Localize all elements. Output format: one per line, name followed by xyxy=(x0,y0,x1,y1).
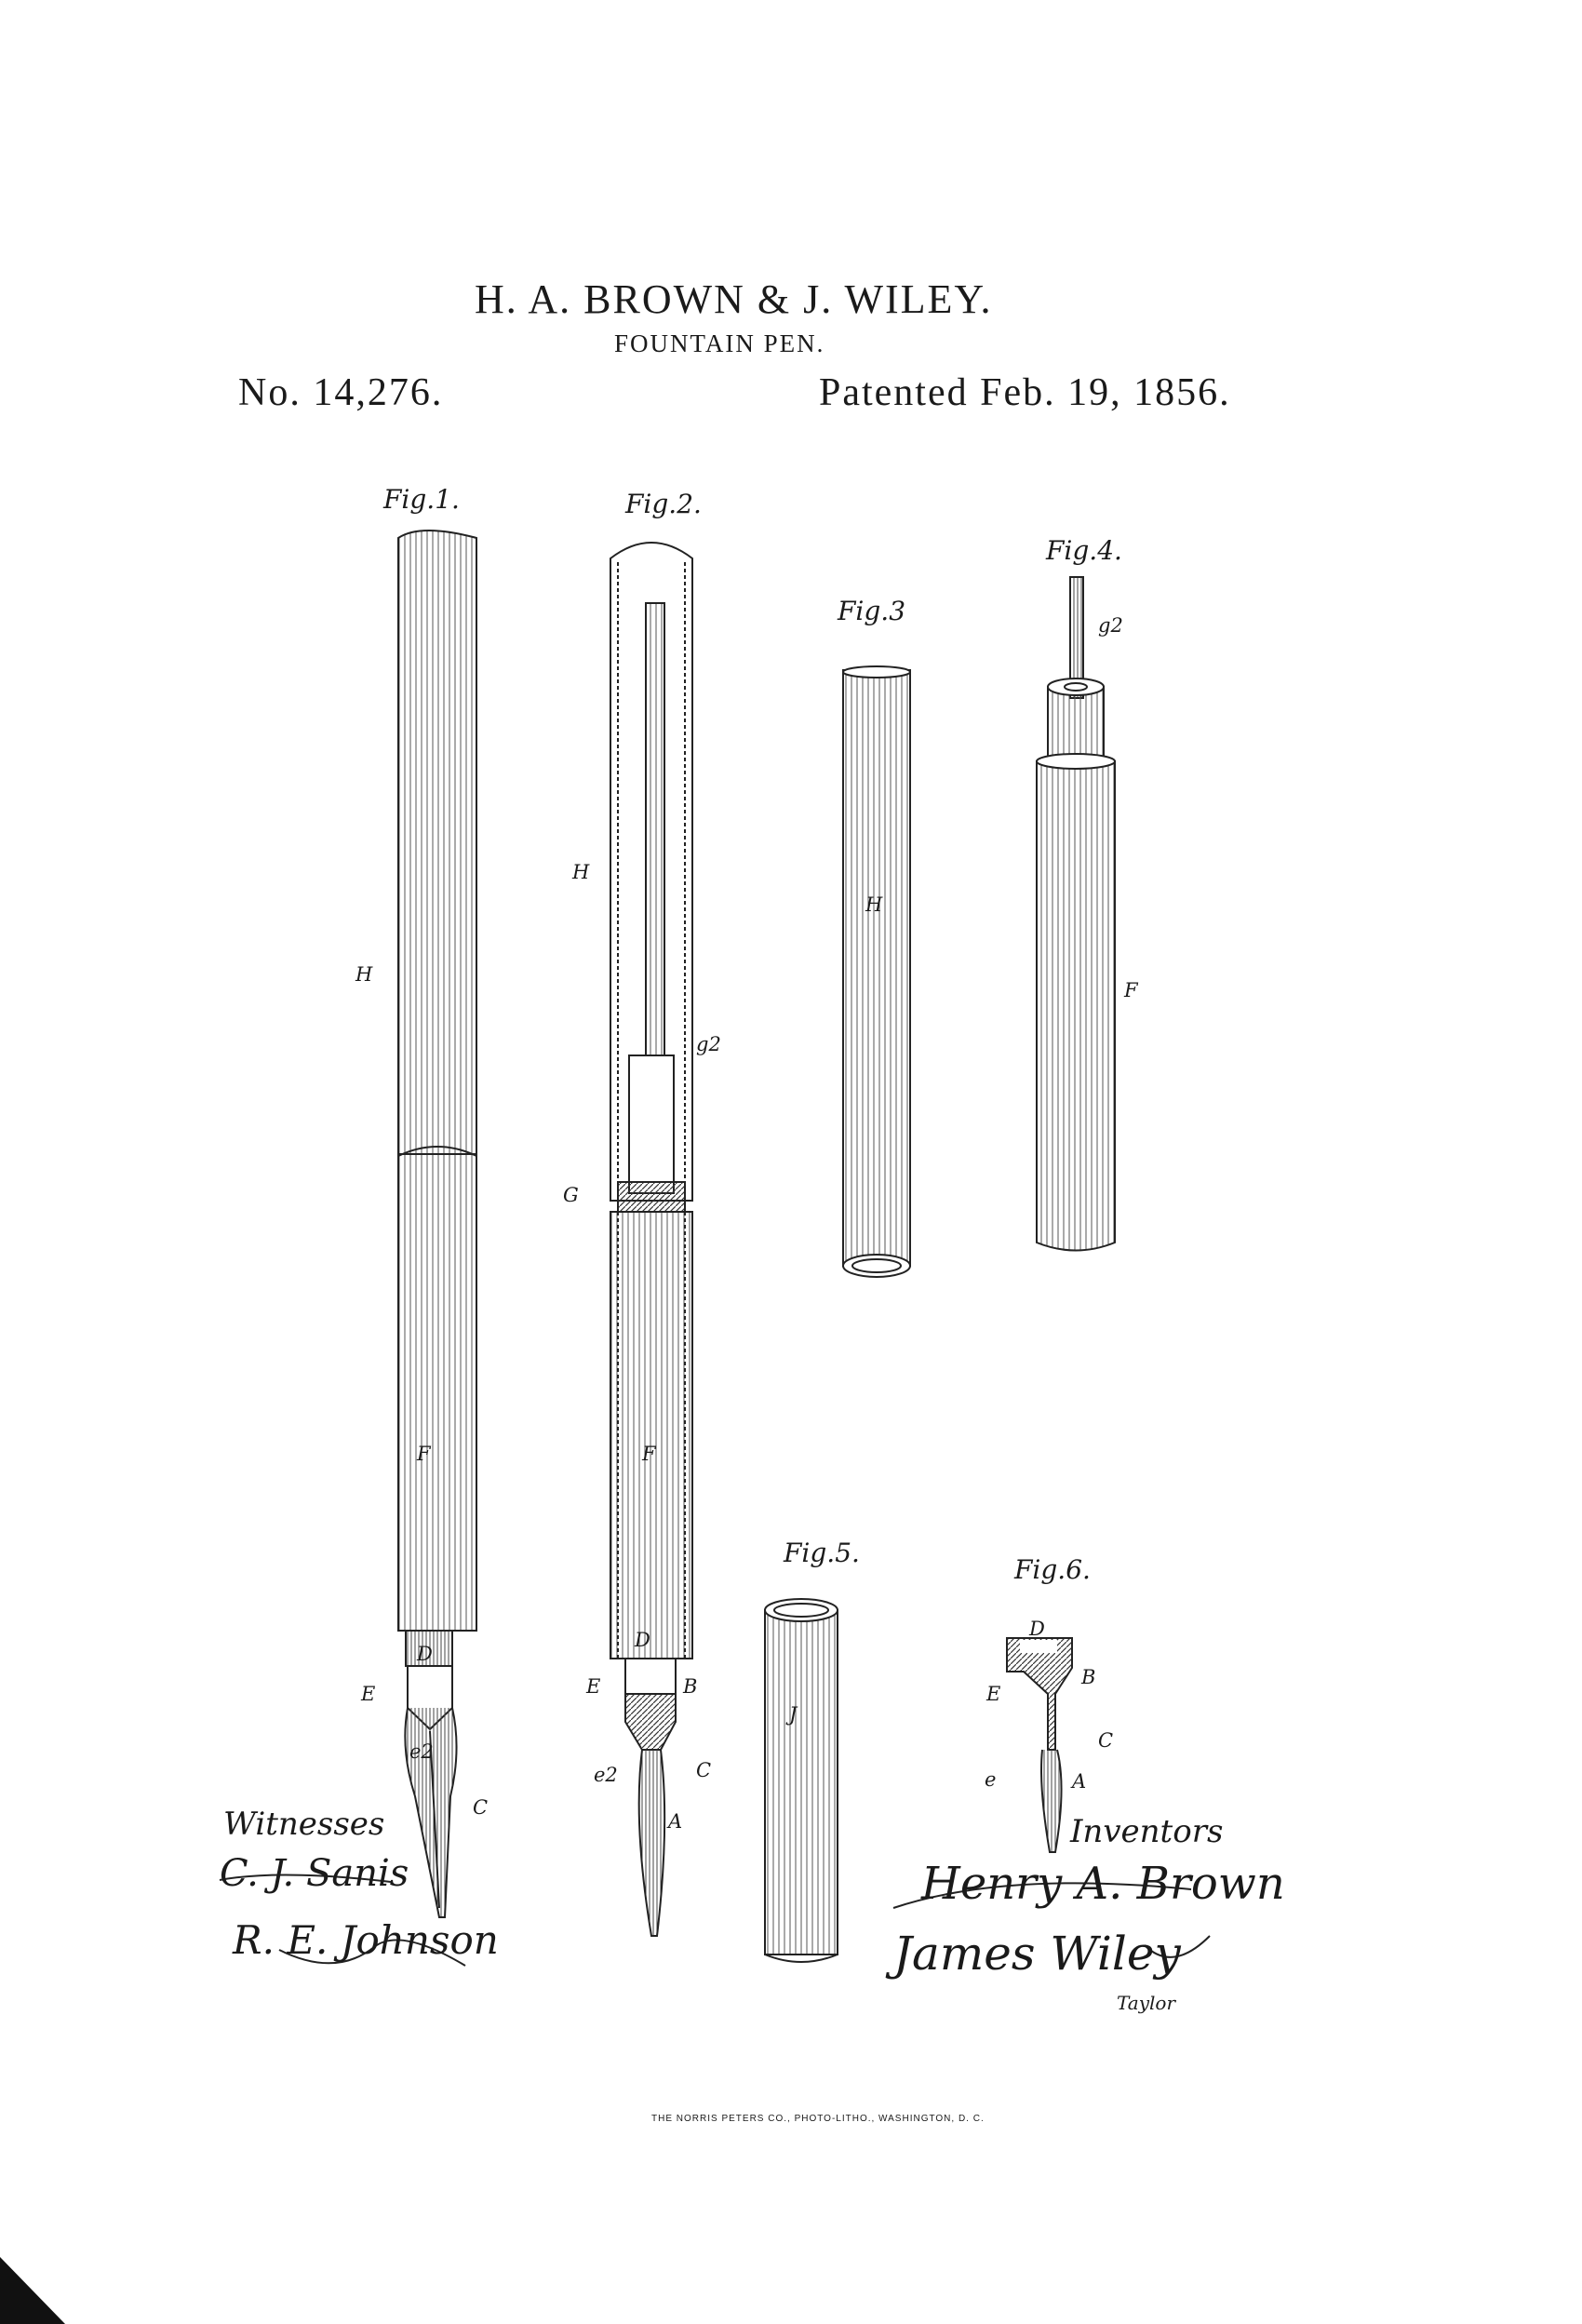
fig1-part-label: F xyxy=(417,1443,431,1465)
fig2-part-label: D xyxy=(635,1629,650,1651)
witness-signature-1: C. J. Sanis xyxy=(220,1852,409,1895)
fig1-label: Fig.1. xyxy=(383,484,460,515)
fig6-drawing xyxy=(1007,1638,1072,1852)
printer-credit: THE NORRIS PETERS CO., PHOTO-LITHO., WASHINGTON, D. C. xyxy=(651,2114,985,2124)
invention-title: FOUNTAIN PEN. xyxy=(614,329,825,357)
fig1-part-label: D xyxy=(417,1643,433,1665)
fig1-drawing xyxy=(398,531,476,1917)
fig3-drawing xyxy=(843,666,910,1277)
witness-signature-2: R. E. Johnson xyxy=(233,1917,499,1963)
fig2-part-label: E xyxy=(586,1675,601,1698)
fig1-part-label: E xyxy=(361,1683,376,1705)
fig1-part-label: e2 xyxy=(409,1740,434,1763)
fig2-part-label: G xyxy=(563,1184,579,1206)
fig5-part-label: J xyxy=(789,1703,798,1726)
inventors-header: H. A. BROWN & J. WILEY. xyxy=(475,276,993,322)
fig4-part-label: g2 xyxy=(1098,614,1123,637)
fig5-label: Fig.5. xyxy=(784,1538,860,1568)
scan-artifact xyxy=(0,2257,65,2324)
fig6-part-label: A xyxy=(1072,1770,1087,1793)
fig2-part-label: H xyxy=(572,861,590,883)
attorney-note: Taylor xyxy=(1117,1992,1176,2014)
fig3-label: Fig.3 xyxy=(838,596,906,626)
patent-date: Patented Feb. 19, 1856. xyxy=(819,371,1231,414)
fig2-part-label: F xyxy=(642,1443,656,1465)
fig2-part-label: B xyxy=(683,1675,698,1698)
fig3-part-label: H xyxy=(865,893,883,916)
fig6-part-label: E xyxy=(986,1683,1001,1705)
inventor-signature-1: Henry A. Brown xyxy=(921,1858,1285,1910)
fig2-part-label: C xyxy=(696,1759,712,1781)
fig2-part-label: e2 xyxy=(594,1764,618,1786)
fig6-part-label: B xyxy=(1081,1666,1096,1688)
fig2-part-label: g2 xyxy=(696,1033,721,1055)
fig1-part-label: C xyxy=(473,1796,489,1819)
fig6-part-label: D xyxy=(1029,1618,1045,1640)
fig1-part-label: H xyxy=(355,963,373,986)
fig4-label: Fig.4. xyxy=(1046,535,1122,566)
fig6-label: Fig.6. xyxy=(1014,1554,1091,1585)
fig2-part-label: A xyxy=(668,1810,683,1833)
fig2-label: Fig.2. xyxy=(625,489,702,519)
fig6-part-label: e xyxy=(985,1768,997,1791)
fig4-drawing xyxy=(1037,577,1115,1251)
inventors-heading: Inventors xyxy=(1070,1813,1224,1850)
fig6-part-label: C xyxy=(1098,1729,1114,1752)
patent-number: No. 14,276. xyxy=(238,371,444,414)
fig2-drawing xyxy=(610,543,692,1936)
witnesses-heading: Witnesses xyxy=(223,1806,385,1843)
fig5-drawing xyxy=(765,1599,838,1962)
fig4-part-label: F xyxy=(1124,979,1138,1001)
inventor-signature-2: James Wiley xyxy=(893,1927,1181,1981)
